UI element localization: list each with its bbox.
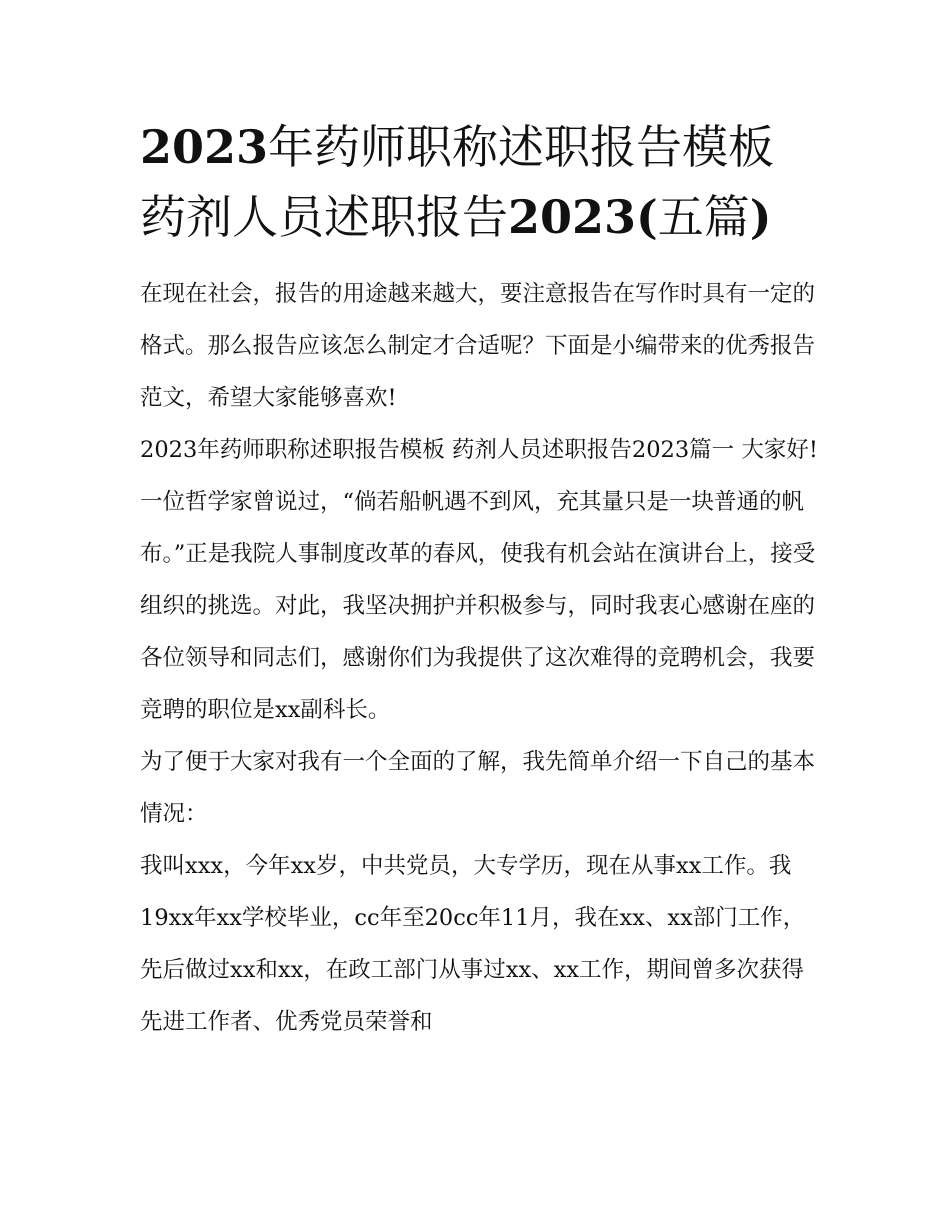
title-line-1	[140, 112, 820, 182]
paragraph-quote: 一位哲学家曾说过，“倘若船帆遇不到风，充其量只是一块普通的帆布。”正是我院人事制度改革的春风，使我有机会站在演讲台上，接受组织的挑选。对此，我坚决拥护并积极参与，同时我衷心感谢在座的各位领导和同志们，感谢你们为我提供了这次难得的竞聘机会，我要竞聘的职位是xx副科长。	[140, 489, 816, 723]
document-title	[140, 112, 820, 252]
title-line-1-text: 年药师职称述职报告模板	[268, 120, 775, 174]
title-line-2-year: 2023(	[508, 190, 658, 244]
paragraph-heading: 2023年药师职称述职报告模板 药剂人员述职报告2023篇一 大家好!	[140, 437, 818, 463]
document-body	[140, 112, 820, 1048]
paragraph-intro: 在现在社会，报告的用途越来越大，要注意报告在写作时具有一定的格式。那么报告应该怎么制定才合适呢？下面是小编带来的优秀报告范文，希望大家能够喜欢!	[140, 281, 816, 411]
title-line-2	[140, 182, 820, 252]
title-year: 2023	[140, 120, 269, 174]
paragraph-intro-self: 为了便于大家对我有一个全面的了解，我先简单介绍一下自己的基本情况：	[140, 749, 816, 827]
title-line-2-tail: 五篇	[657, 190, 750, 244]
title-line-2-close: )	[749, 190, 772, 244]
paragraph-background: 我叫xxx，今年xx岁，中共党员，大专学历，现在从事xx工作。我19xx年xx学校毕业，cc年至20cc年11月，我在xx、xx部门工作，先后做过xx和xx，在政工部门从事过xx、xx工作，期间曾多次获得先进工作者、优秀党员荣誉和	[140, 853, 806, 1035]
title-line-2-text: 药剂人员述职报告	[140, 190, 508, 244]
